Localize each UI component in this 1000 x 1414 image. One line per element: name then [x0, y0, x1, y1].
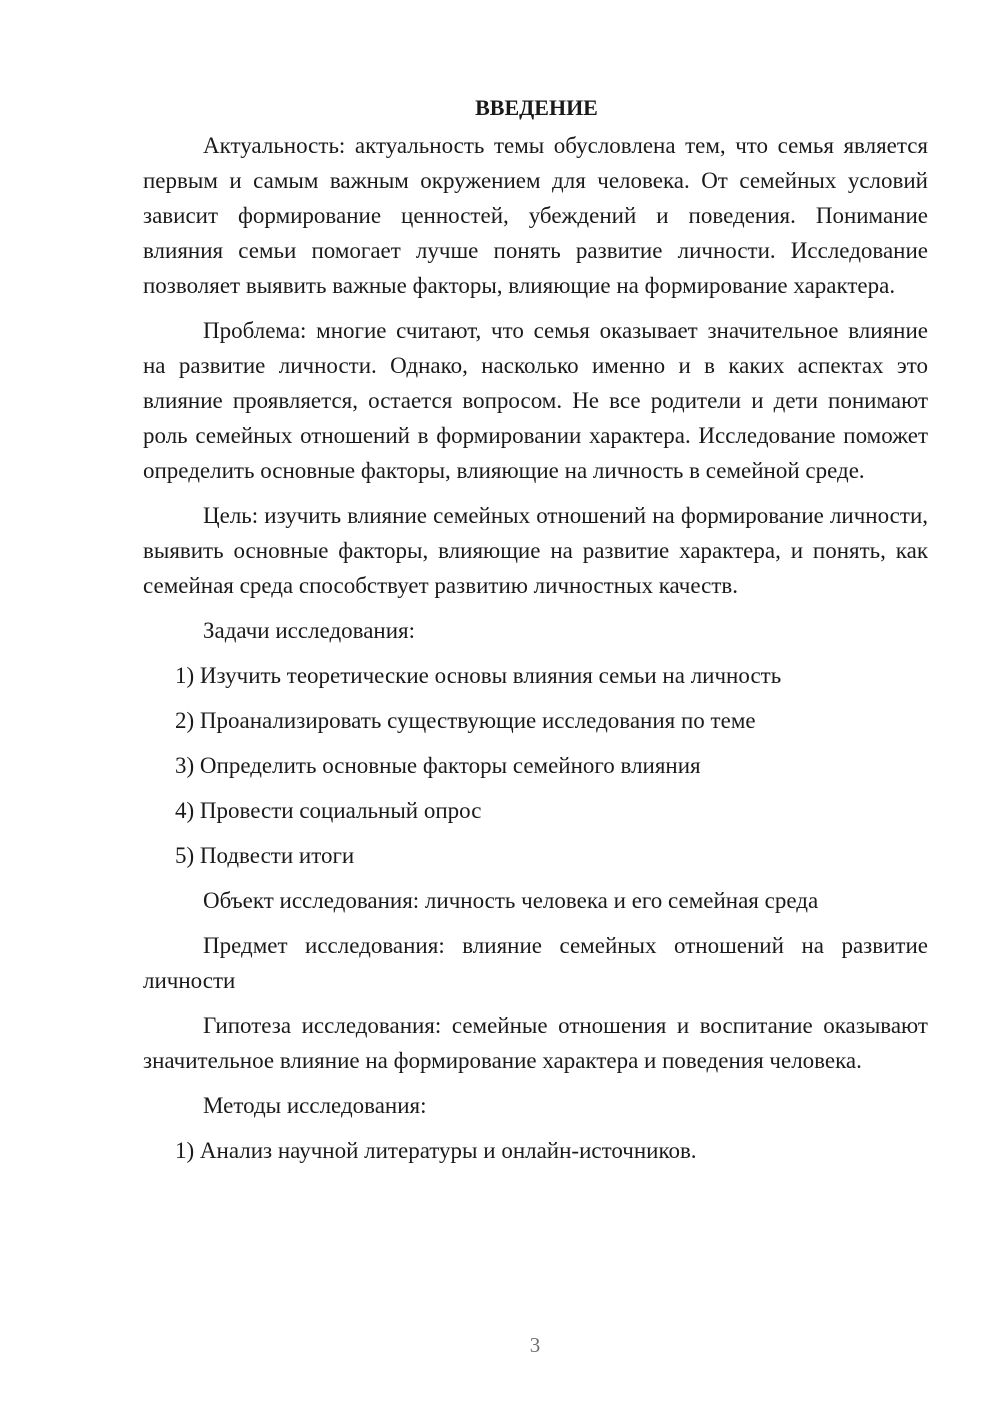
tasks-heading: Задачи исследования:: [203, 618, 416, 643]
task-item: 3) Определить основные факторы семейного влияния: [175, 753, 701, 778]
methods-heading: Методы исследования:: [203, 1093, 427, 1118]
problem-paragraph: Проблема: многие считают, что семья оказывает значительное влияние на развитие личности. Однако, насколько именно и в каких аспектах это влияние проявляется, остается вопросом. Не все родители и дети понимают роль семейных отношений в формировании характера. Исследование поможет определить основные факторы, влияющие на личность в семейной среде.: [143, 318, 928, 483]
task-item: 5) Подвести итоги: [175, 843, 355, 868]
task-item: 2) Проанализировать существующие исследования по теме: [175, 708, 756, 733]
subject-paragraph: Предмет исследования: влияние семейных отношений на развитие личности: [143, 933, 928, 993]
goal-paragraph: Цель: изучить влияние семейных отношений на формирование личности, выявить основные факторы, влияющие на развитие характера, и понять, как семейная среда способствует развитию личностных качеств.: [143, 503, 928, 598]
method-item: 1) Анализ научной литературы и онлайн-источников.: [175, 1138, 697, 1163]
relevance-paragraph: Актуальность: актуальность темы обусловлена тем, что семья является первым и самым важным окружением для человека. От семейных условий зависит формирование ценностей, убеждений и поведения. Понимание влияния семьи помогает лучше понять развитие личности. Исследование позволяет выявить важные факторы, влияющие на формирование характера.: [143, 133, 928, 298]
page-number: 3: [529, 1333, 541, 1357]
task-item: 4) Провести социальный опрос: [175, 798, 482, 823]
object-line: Объект исследования: личность человека и его семейная среда: [203, 888, 819, 913]
task-item: 1) Изучить теоретические основы влияния семьи на личность: [175, 663, 782, 688]
methods-list: [143, 1133, 928, 1168]
tasks-list: [143, 658, 928, 873]
page-content: [143, 90, 928, 1178]
hypothesis-paragraph: Гипотеза исследования: семейные отношения и воспитание оказывают значительное влияние на формирование характера и поведения человека.: [143, 1013, 928, 1073]
page-title: ВВЕДЕНИЕ: [475, 95, 598, 120]
